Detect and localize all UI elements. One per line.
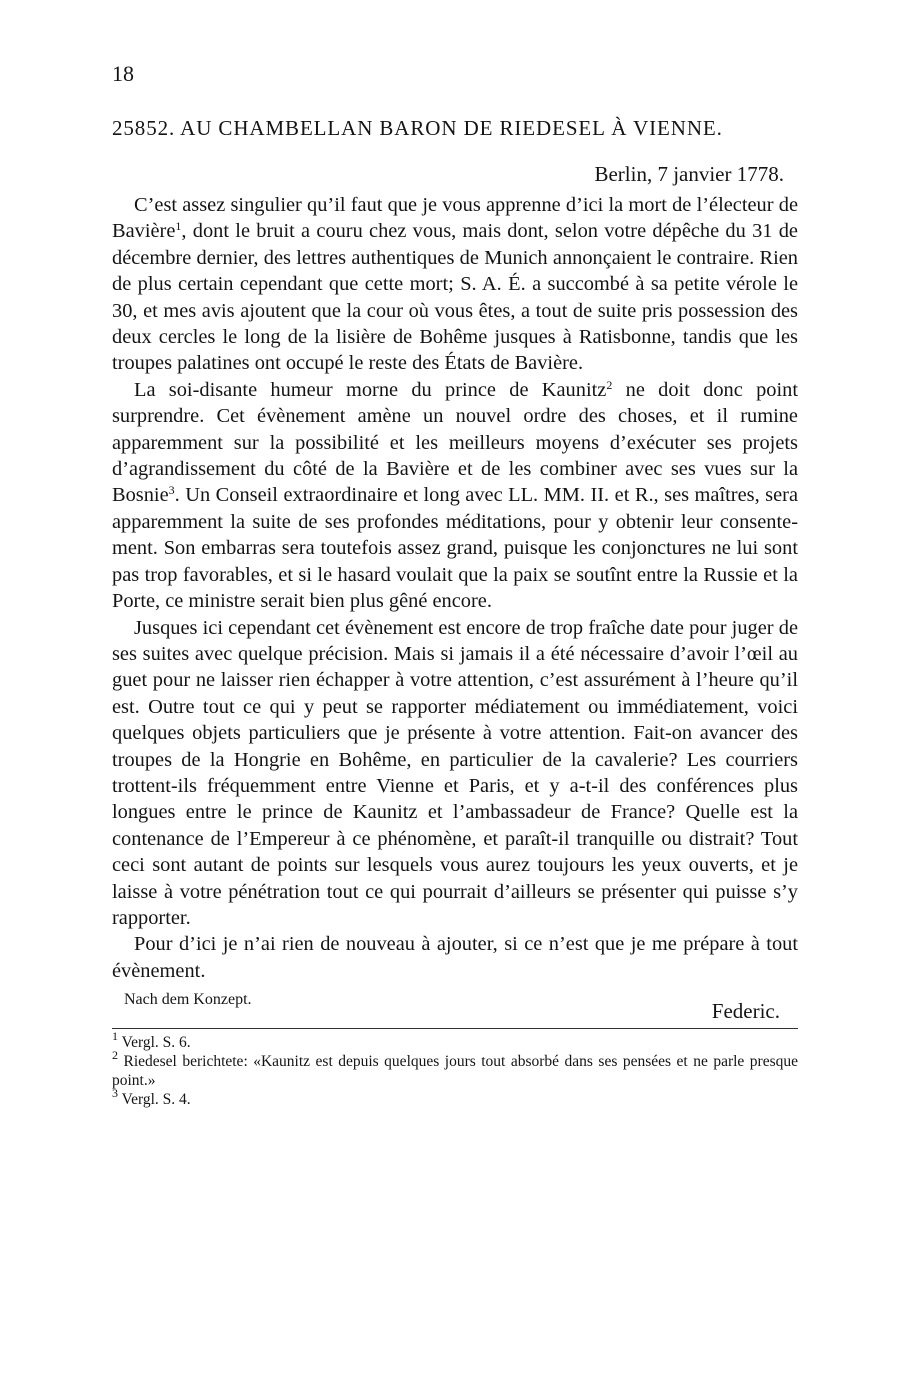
paragraph-1-text-2: , dont le bruit a couru chez vous, mais dont, selon votre dépêche du 31 de décembre dernier, des lettres authentiques de Munich annonçaient le contraire. Rien de plus certain cependant que cette mort; S. A. É. a succombé à sa petite vérole le 30, et mes avis ajoutent que la cour où vous êtes, a tout de suite pris possession des deux cercles le long de la lisière de Bohême jusques à Ratisbonne, tandis que les troupes palatines ont occupé le reste des États de Bavière.: [112, 220, 798, 375]
paragraph-4-text-1: Pour d’ici je n’ai rien de nouveau à ajouter, si ce n’est que je me prépare à tout évènement.: [112, 933, 798, 982]
footnote-2-mark: 2: [112, 1048, 118, 1063]
paragraph-3: [112, 615, 798, 932]
footnote-3-text: Vergl. S. 4.: [118, 1091, 191, 1109]
letter-closing: [112, 986, 798, 1024]
footnote-2-text: Riedesel berichtete: «Kaunitz est depuis quelques jours tout absorbé dans ses pensées et ne parle presque point.»: [112, 1053, 798, 1090]
book-page: [112, 60, 798, 1109]
letter-title: 25852. AU CHAMBELLAN BARON DE RIEDESEL À VIENNE.: [112, 116, 723, 140]
footnote-1-mark: 1: [112, 1029, 118, 1044]
letter-body: [112, 192, 798, 984]
footnote-ref-1: 1: [175, 219, 182, 234]
paragraph-2-text-2: ne doit donc point surprendre. Cet évènement amène un nouvel ordre des choses, et il rumine apparemment sur la possibilité et les meilleurs moyens d’exécuter ses projets d’agrandissement du côté de la Bavière et de les combiner avec ses vues sur la Bosnie: [112, 378, 798, 507]
source-note: Nach dem Konzept.: [124, 991, 252, 1009]
paragraph-1-text-1: C’est assez singulier qu’il faut que je vous apprenne d’ici la mort de l’électeur de Bavière: [112, 194, 798, 243]
paragraph-2-text-3: . Un Conseil extraordinaire et long avec LL. MM. II. et R., ses maîtres, sera apparemment la suite de ses profondes méditations, pour y obtenir leur consentement. Son embarras sera toutefois assez grand, puisque les conjonctures ne lui sont pas trop favorables, et si le hasard voulait que la paix se soutînt entre la Russie et la Porte, ce ministre serait bien plus gêné encore.: [112, 484, 798, 613]
footnote-ref-2: 2: [606, 377, 613, 392]
paragraph-2: [112, 377, 798, 615]
page-number: 18: [112, 61, 134, 86]
footnote-3-mark: 3: [112, 1086, 118, 1101]
footnote-3: [112, 1086, 798, 1109]
paragraph-1: [112, 192, 798, 377]
footnote-1-text: Vergl. S. 6.: [118, 1034, 191, 1052]
paragraph-2-text-1: La soi-disante humeur morne du prince de Kaunitz: [134, 378, 607, 401]
footnote-ref-3: 3: [168, 483, 175, 498]
footnote-divider: [112, 1028, 798, 1029]
footnote-2: [112, 1048, 798, 1090]
dateline: Berlin, 7 janvier 1778.: [594, 162, 784, 186]
signature: Federic.: [711, 999, 780, 1024]
paragraph-4: [112, 931, 798, 984]
paragraph-3-text-1: Jusques ici cependant cet évènement est encore de trop fraîche date pour juger de ses suites avec quelque précision. Mais si jamais il a été nécessaire d’avoir l’œil au guet pour ne laisser rien échapper à votre attention, c’est assurément à l’heure qu’il est. Outre tout ce qui y peut se rapporter médiatement ou immédiatement, voici quelques objets particuliers que je présente à votre attention. Fait-on avancer des troupes de la Hongrie en Bohême, en particulier de la cavalerie? Les courriers trottent-ils fréquemment entre Vienne et Paris, et y a-t-il des conférences plus longues entre le prince de Kaunitz et l’ambassadeur de France? Quelle est la contenance de l’Empereur à ce phénomène, et paraît-il tranquille ou distrait? Tout ceci sont autant de points sur lesquels vous aurez toujours les yeux ouverts, et je laisse à votre pénétration tout ce qui pourrait d’ailleurs se présenter qui puisse s’y rapporter.: [112, 616, 798, 929]
footnote-1: [112, 1029, 798, 1052]
footnotes: [112, 1029, 798, 1109]
